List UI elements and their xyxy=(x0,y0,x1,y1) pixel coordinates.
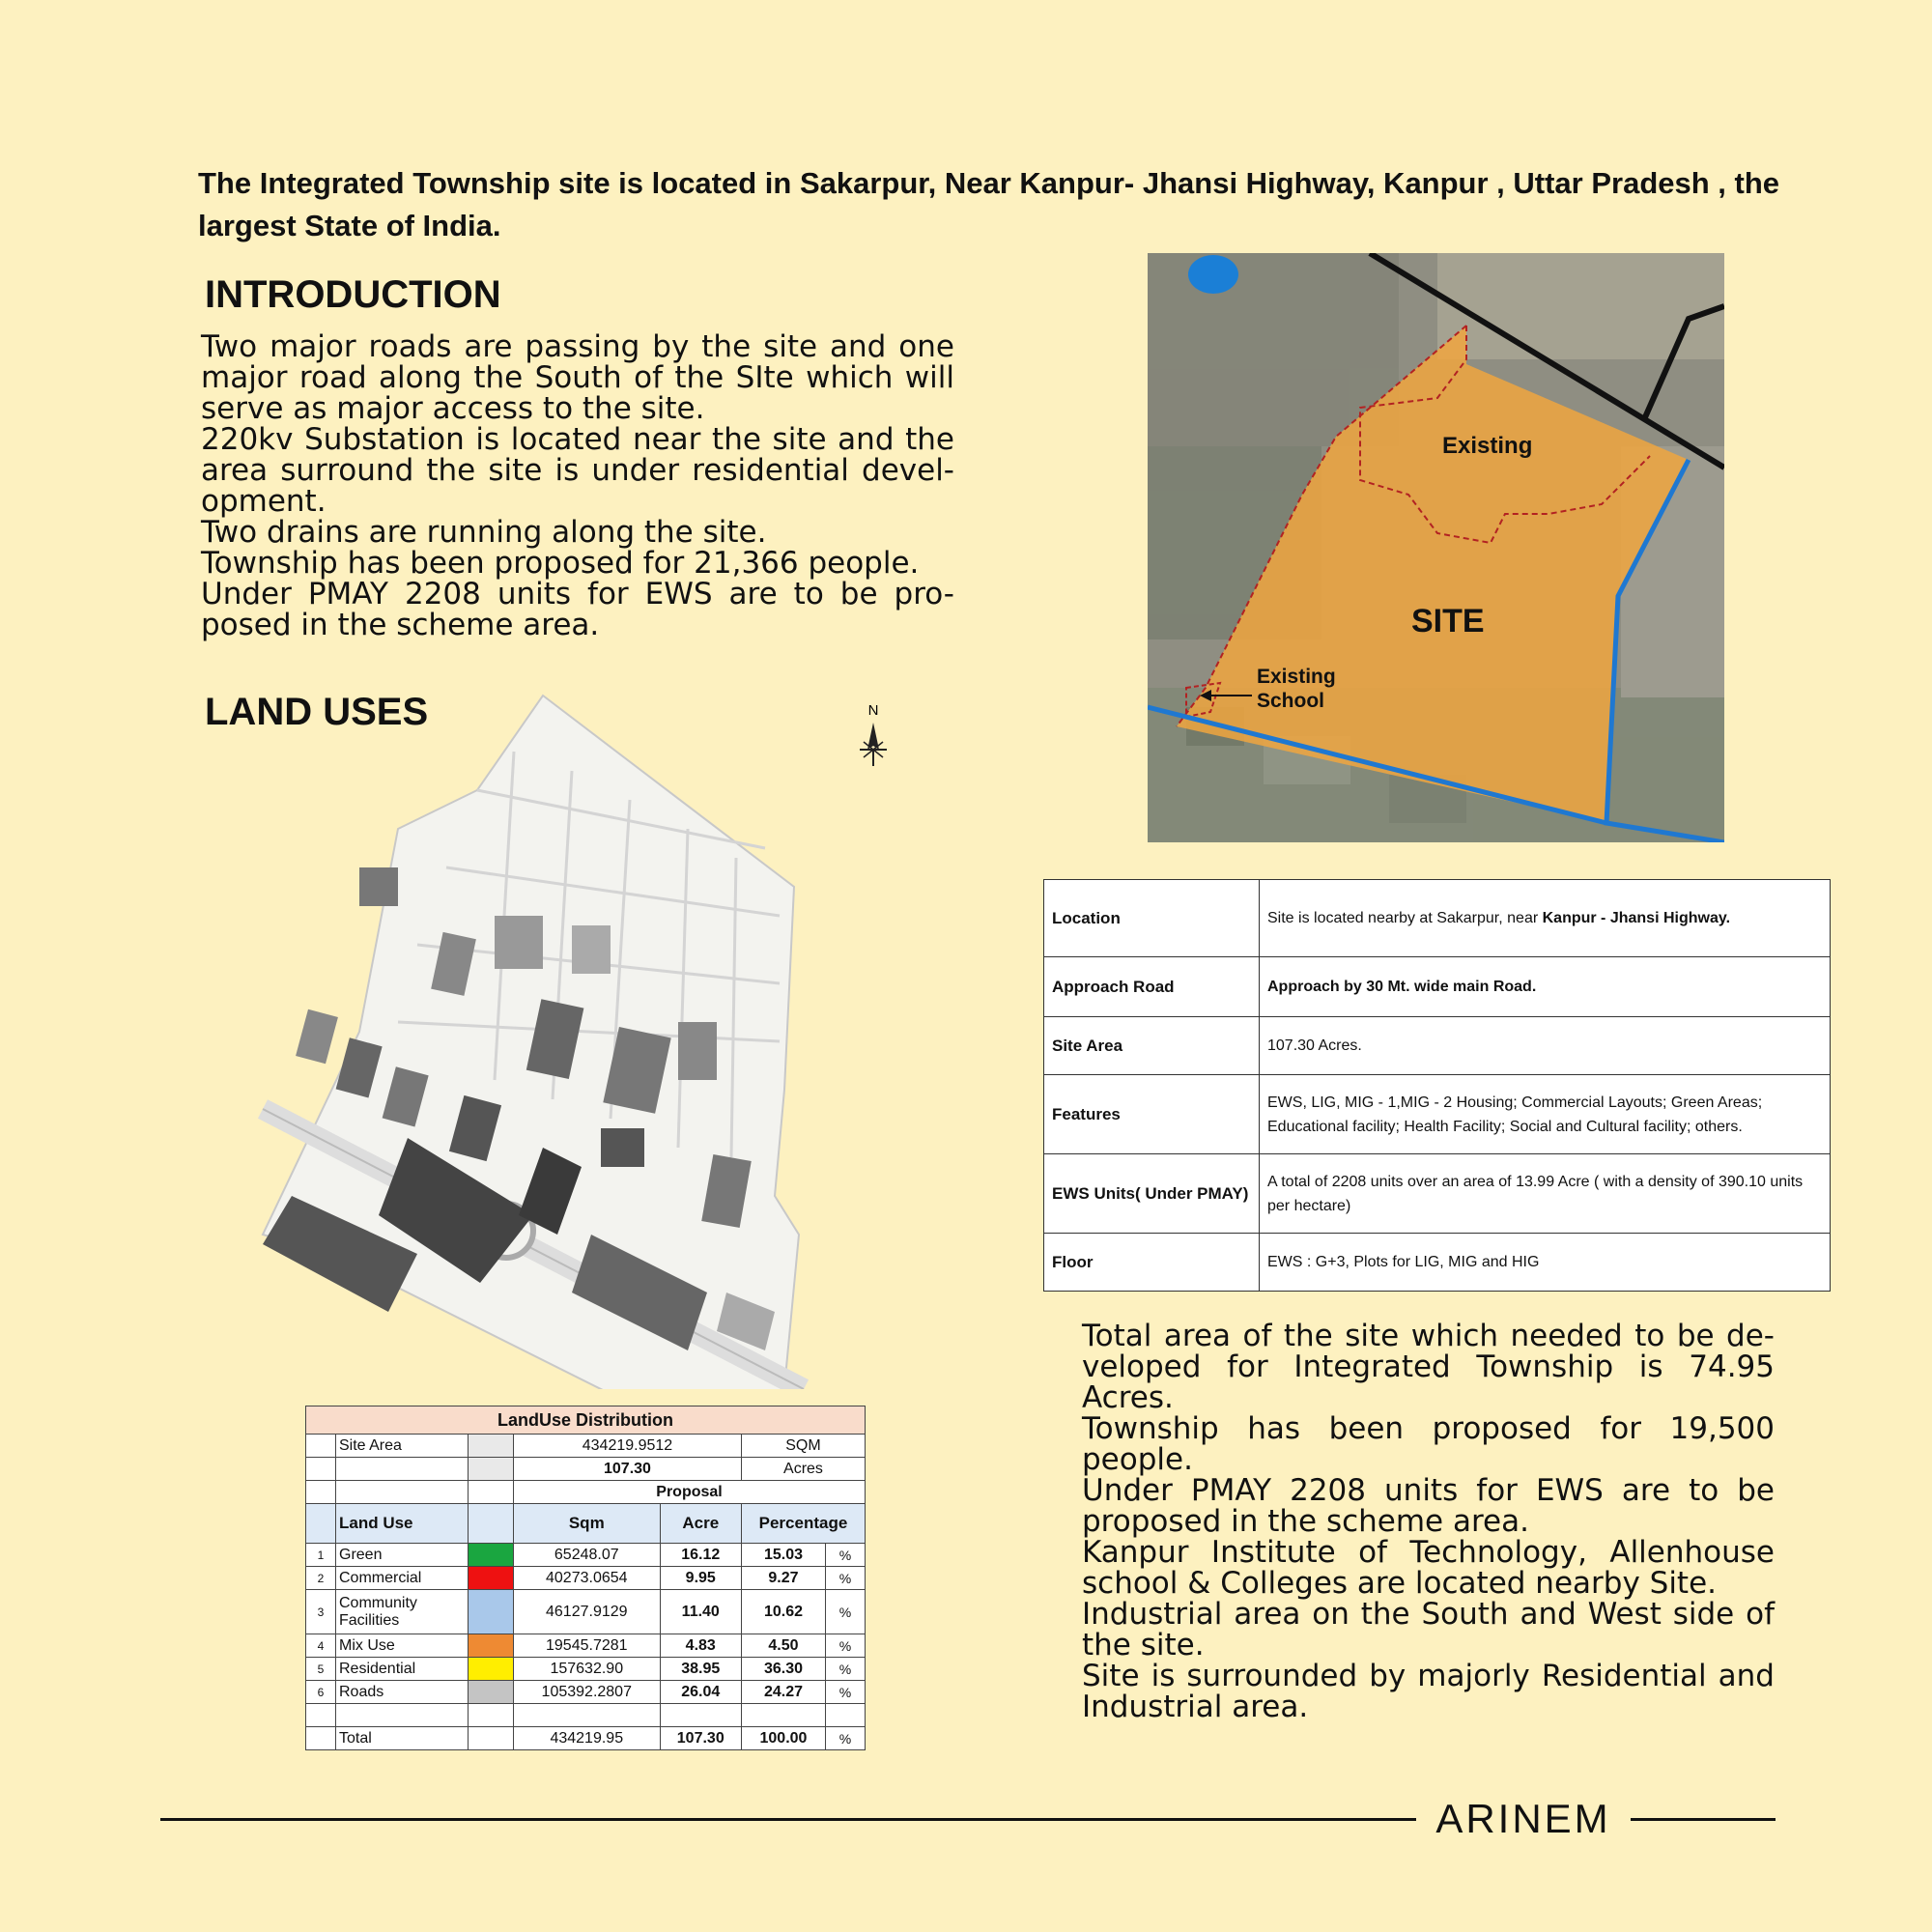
site-location-map xyxy=(1148,253,1724,842)
landuse-distribution-table xyxy=(305,1406,866,1750)
info-label: Site Area xyxy=(1044,1017,1260,1075)
site-area-label: Site Area xyxy=(336,1435,469,1458)
header-acre: Acre xyxy=(660,1504,741,1544)
existing-label: Existing xyxy=(1442,433,1533,459)
brand-logo: ARINEM xyxy=(1435,1796,1611,1841)
row-percent-unit: % xyxy=(826,1544,866,1567)
row-percentage: 15.03 xyxy=(741,1544,825,1567)
row-percent-unit: % xyxy=(826,1681,866,1704)
info-label: Location xyxy=(1044,880,1260,957)
color-swatch xyxy=(469,1590,514,1634)
total-percent-unit: % xyxy=(826,1727,866,1750)
row-percent-unit: % xyxy=(826,1590,866,1634)
plan-block xyxy=(601,1128,644,1167)
row-land-use: Roads xyxy=(336,1681,469,1704)
table-row xyxy=(306,1567,866,1590)
summary-paragraph: Industrial area on the South and West side of the site. xyxy=(1082,1597,1775,1662)
intro-paragraph: Under PMAY 2208 units for EWS are to be pro-posed in the scheme area. xyxy=(201,577,954,642)
plan-block xyxy=(678,1022,717,1080)
plan-block xyxy=(359,867,398,906)
info-label: EWS Units( Under PMAY) xyxy=(1044,1154,1260,1234)
row-number: 6 xyxy=(306,1681,336,1704)
row-acre: 26.04 xyxy=(660,1681,741,1704)
total-sqm: 434219.95 xyxy=(514,1727,661,1750)
table-row xyxy=(306,1681,866,1704)
total-row xyxy=(306,1727,866,1750)
row-sqm: 105392.2807 xyxy=(514,1681,661,1704)
row-land-use: Commercial xyxy=(336,1567,469,1590)
site-area-sqm: 434219.9512 xyxy=(514,1435,742,1458)
info-row-ews xyxy=(1044,1154,1831,1234)
info-row-approach xyxy=(1044,957,1831,1017)
row-sqm: 19545.7281 xyxy=(514,1634,661,1658)
row-percentage: 4.50 xyxy=(741,1634,825,1658)
row-sqm: 157632.90 xyxy=(514,1658,661,1681)
row-sqm: 40273.0654 xyxy=(514,1567,661,1590)
info-row-location xyxy=(1044,880,1831,957)
row-number: 1 xyxy=(306,1544,336,1567)
row-number: 5 xyxy=(306,1658,336,1681)
row-acre: 4.83 xyxy=(660,1634,741,1658)
row-percent-unit: % xyxy=(826,1658,866,1681)
row-number: 2 xyxy=(306,1567,336,1590)
row-acre: 9.95 xyxy=(660,1567,741,1590)
intro-paragraph: Two major roads are passing by the site and one major road along the South of the SIte which will serve as major access to the site. xyxy=(201,329,954,426)
row-acre: 16.12 xyxy=(660,1544,741,1567)
color-swatch xyxy=(469,1567,514,1590)
site-area-sqm-unit: SQM xyxy=(741,1435,865,1458)
row-land-use: Mix Use xyxy=(336,1634,469,1658)
footer-divider-right xyxy=(1631,1818,1776,1821)
info-value: A total of 2208 units over an area of 13.99 Acre ( with a density of 390.10 units per hectare) xyxy=(1260,1154,1831,1234)
row-land-use: Residential xyxy=(336,1658,469,1681)
summary-body xyxy=(1082,1321,1775,1722)
footer-divider-left xyxy=(160,1818,1416,1821)
introduction-title: INTRODUCTION xyxy=(205,273,501,316)
info-value: EWS, LIG, MIG - 1,MIG - 2 Housing; Commercial Layouts; Green Areas; Educational facility; Health Facility; Social and Cultural facility; others. xyxy=(1260,1075,1831,1154)
row-number: 4 xyxy=(306,1634,336,1658)
plan-block xyxy=(572,925,611,974)
total-percentage: 100.00 xyxy=(741,1727,825,1750)
landuse-table-title: LandUse Distribution xyxy=(306,1406,866,1435)
introduction-body xyxy=(201,331,954,640)
pond xyxy=(1188,255,1238,294)
intro-paragraph: Two drains are running along the site. xyxy=(201,515,767,550)
proposal-label: Proposal xyxy=(514,1481,866,1504)
site-area-row xyxy=(306,1435,866,1458)
row-land-use: Community Facilities xyxy=(336,1590,469,1634)
headline: The Integrated Township site is located in Sakarpur, Near Kanpur- Jhansi Highway, Kanpur , Uttar Pradesh , the largest State of India. xyxy=(198,166,1780,242)
summary-paragraph: Total area of the site which needed to be de-veloped for Integrated Township is 74.95 Acres. xyxy=(1082,1319,1775,1415)
color-swatch xyxy=(469,1544,514,1567)
info-value: 107.30 Acres. xyxy=(1260,1017,1831,1075)
row-percentage: 9.27 xyxy=(741,1567,825,1590)
info-row-features xyxy=(1044,1075,1831,1154)
info-value: EWS : G+3, Plots for LIG, MIG and HIG xyxy=(1260,1234,1831,1292)
summary-paragraph: Township has been proposed for 19,500 people. xyxy=(1082,1411,1775,1477)
row-sqm: 46127.9129 xyxy=(514,1590,661,1634)
row-percent-unit: % xyxy=(826,1567,866,1590)
table-row xyxy=(306,1634,866,1658)
land-uses-title: LAND USES xyxy=(205,691,429,733)
north-arrow xyxy=(860,702,887,766)
info-value: Site is located nearby at Sakarpur, near Kanpur - Jhansi Highway. xyxy=(1260,880,1831,957)
row-percentage: 24.27 xyxy=(741,1681,825,1704)
site-info-table xyxy=(1043,879,1831,1292)
row-acre: 38.95 xyxy=(660,1658,741,1681)
table-row xyxy=(306,1590,866,1634)
site-area-acres-unit: Acres xyxy=(741,1458,865,1481)
info-label: Floor xyxy=(1044,1234,1260,1292)
info-label: Features xyxy=(1044,1075,1260,1154)
plan-block xyxy=(495,916,543,969)
color-swatch xyxy=(469,1658,514,1681)
info-label: Approach Road xyxy=(1044,957,1260,1017)
header-percentage: Percentage xyxy=(741,1504,865,1544)
table-row xyxy=(306,1544,866,1567)
color-swatch xyxy=(469,1634,514,1658)
school-label-line2: School xyxy=(1257,690,1325,712)
row-percentage: 10.62 xyxy=(741,1590,825,1634)
row-percentage: 36.30 xyxy=(741,1658,825,1681)
header-land-use: Land Use xyxy=(336,1504,469,1544)
plan-block xyxy=(296,1009,338,1065)
school-label-line1: Existing xyxy=(1257,666,1336,688)
site-area-acres: 107.30 xyxy=(514,1458,742,1481)
row-land-use: Green xyxy=(336,1544,469,1567)
color-swatch xyxy=(469,1681,514,1704)
row-percent-unit: % xyxy=(826,1634,866,1658)
row-number: 3 xyxy=(306,1590,336,1634)
site-area-acres-row xyxy=(306,1458,866,1481)
intro-paragraph: Township has been proposed for 21,366 people. xyxy=(201,546,920,581)
site-label: SITE xyxy=(1411,603,1485,639)
total-label: Total xyxy=(336,1727,469,1750)
info-value: Approach by 30 Mt. wide main Road. xyxy=(1260,957,1831,1017)
header-sqm: Sqm xyxy=(514,1504,661,1544)
row-sqm: 65248.07 xyxy=(514,1544,661,1567)
north-label: N xyxy=(867,702,879,719)
landuse-header-row xyxy=(306,1504,866,1544)
info-row-site-area xyxy=(1044,1017,1831,1075)
info-row-floor xyxy=(1044,1234,1831,1292)
summary-paragraph: Under PMAY 2208 units for EWS are to be proposed in the scheme area. xyxy=(1082,1473,1775,1539)
master-plan-map xyxy=(224,694,920,1389)
total-acre: 107.30 xyxy=(660,1727,741,1750)
row-acre: 11.40 xyxy=(660,1590,741,1634)
summary-paragraph: Kanpur Institute of Technology, Allenhouse school & Colleges are located nearby Site. xyxy=(1082,1535,1775,1601)
summary-paragraph: Site is surrounded by majorly Residential and Industrial area. xyxy=(1082,1659,1775,1724)
intro-paragraph: 220kv Substation is located near the site and the area surround the site is under residential devel-opment. xyxy=(201,422,954,519)
table-row xyxy=(306,1658,866,1681)
